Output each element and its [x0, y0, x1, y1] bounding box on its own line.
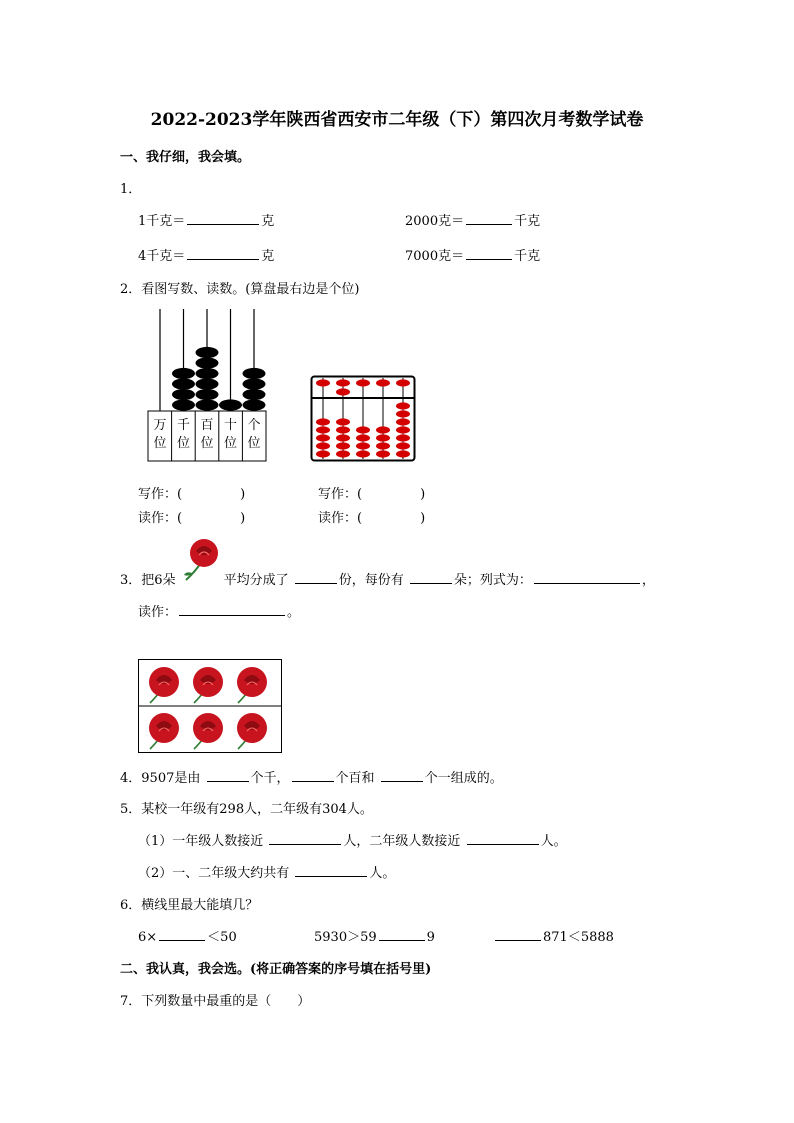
counting-frame-figure: [146, 305, 276, 465]
q1-b-unit: 千克: [514, 214, 541, 229]
section-1-heading: 一、我仔细，我会填。: [120, 150, 251, 165]
q3-count: 6朵: [154, 573, 176, 588]
q3-blank-read[interactable]: [179, 603, 285, 616]
abacus-bead: [316, 426, 330, 433]
abacus-bead: [356, 379, 370, 386]
label-shi-wei: 位: [223, 436, 238, 451]
q6-e1a: 6×: [138, 930, 158, 945]
q1-a-blank[interactable]: [187, 212, 259, 225]
q2-read-left-close: ): [240, 511, 246, 526]
q3-end: 。: [287, 605, 301, 620]
abacus-bead: [376, 434, 390, 441]
q1-number: 1．: [120, 182, 142, 197]
label-ge: 个: [247, 418, 261, 433]
q3-num: 3．把: [120, 573, 155, 588]
counting-bead: [196, 357, 219, 368]
q1-c-text: 4千克＝: [138, 249, 186, 264]
q4-blank-hundreds[interactable]: [292, 769, 334, 782]
q4-line: [120, 767, 503, 786]
counting-bead: [196, 347, 219, 358]
q1-item-a: [138, 210, 274, 229]
label-shi: 十: [223, 418, 238, 433]
q1-d-unit: 千克: [514, 249, 541, 264]
q5-blank-total[interactable]: [295, 864, 367, 877]
q1-a-text: 1千克＝: [138, 214, 186, 229]
q3-t1: 平均分成了: [223, 573, 289, 588]
q1-b-text: 2000克＝: [405, 214, 465, 229]
abacus-bead: [396, 442, 410, 449]
q2-read-right: [318, 507, 425, 526]
q2-write-right-close: ): [420, 487, 426, 502]
q6-expr-1: [138, 926, 237, 945]
q4-t1: 9507是由: [141, 771, 201, 786]
q4-blank-thousands[interactable]: [207, 769, 249, 782]
label-wan: 万: [153, 418, 167, 433]
abacus-bead: [396, 426, 410, 433]
abacus-bead: [316, 434, 330, 441]
q6-blank-1[interactable]: [159, 928, 205, 941]
abacus-bead: [376, 442, 390, 449]
q6-expr-3: [493, 926, 614, 945]
q1-d-blank[interactable]: [466, 247, 512, 260]
abacus-bead: [336, 450, 350, 457]
abacus-bead: [396, 402, 410, 409]
q6-text: 6．横线里最大能填几？: [120, 898, 259, 913]
q5-part2: [138, 862, 395, 881]
abacus-bead: [316, 379, 330, 386]
abacus-bead: [336, 434, 350, 441]
abacus-bead: [396, 450, 410, 457]
q7-text: 7．下列数量中最重的是（ ）: [120, 994, 311, 1009]
q3-read: 读作：: [138, 605, 178, 620]
section-2-heading: 二、我认真，我会选。(将正确答案的序号填在括号里): [120, 962, 432, 977]
abacus-bead: [396, 434, 410, 441]
q1-b-blank[interactable]: [466, 212, 512, 225]
q1-d-text: 7000克＝: [405, 249, 465, 264]
q5-p2a: （2）一、二年级大约共有: [138, 866, 290, 881]
q6-e2a: 5930＞59: [314, 930, 377, 945]
q6-e1b: ＜50: [207, 930, 237, 945]
abacus-bead: [376, 379, 390, 386]
q1-item-c: [138, 245, 274, 264]
abacus-bead: [316, 450, 330, 457]
abacus-bead: [396, 379, 410, 386]
label-ge-wei: 位: [247, 436, 261, 451]
abacus-bead: [316, 418, 330, 425]
q3-t4: ，: [641, 573, 655, 588]
q5-p1a: （1）一年级人数接近: [138, 834, 264, 849]
q3-line2: [138, 601, 300, 620]
label-bai: 百: [200, 418, 214, 433]
counting-bead: [196, 378, 219, 389]
label-qian: 千: [176, 418, 191, 433]
abacus-bead: [356, 450, 370, 457]
q1-a-unit: 克: [261, 214, 275, 229]
abacus-bead: [356, 434, 370, 441]
page-title: 2022-2023学年陕西省西安市二年级（下）第四次月考数学试卷: [150, 110, 644, 130]
abacus-bead: [356, 442, 370, 449]
q2-read-left-label: 读作：(: [138, 511, 183, 526]
q4-t3: 个百和: [335, 771, 375, 786]
q5-part1: [138, 830, 567, 849]
q5-blank-grade2[interactable]: [467, 832, 539, 845]
counting-bead: [243, 389, 266, 400]
q2-write-left-label: 写作：(: [138, 487, 183, 502]
q1-item-b: [405, 210, 540, 229]
q3-t3: 朵；列式为：: [453, 573, 532, 588]
q4-blank-ones[interactable]: [381, 769, 423, 782]
q4-t2: 个千，: [250, 771, 290, 786]
abacus-bead: [396, 410, 410, 417]
q4-num: 4．: [120, 771, 142, 786]
q5-p2b: 人。: [369, 866, 396, 881]
abacus-bead: [356, 426, 370, 433]
abacus-bead: [316, 442, 330, 449]
q2-write-right: [318, 483, 425, 502]
counting-bead: [172, 399, 195, 410]
q1-item-d: [405, 245, 540, 264]
q5-p1b: 人，二年级人数接近: [343, 834, 461, 849]
counting-frame-beads: [172, 347, 266, 411]
abacus-bead: [336, 442, 350, 449]
q6-expr-2: [314, 926, 435, 945]
label-wan-wei: 位: [153, 436, 167, 451]
q5-p1c: 人。: [540, 834, 567, 849]
q3-line1: [120, 569, 655, 588]
abacus-bead: [336, 379, 350, 386]
counting-bead: [243, 399, 266, 410]
counting-bead: [243, 378, 266, 389]
abacus-figure: [310, 375, 420, 465]
q2-text: 2．看图写数、读数。(算盘最右边是个位): [120, 282, 360, 297]
counting-bead: [172, 378, 195, 389]
label-bai-wei: 位: [200, 436, 214, 451]
counting-bead: [172, 389, 195, 400]
abacus-bead: [336, 426, 350, 433]
counting-bead: [196, 399, 219, 410]
q6-e3b: 871＜5888: [543, 930, 614, 945]
q5-blank-grade1[interactable]: [269, 832, 341, 845]
q2-read-right-label: 读作：(: [318, 511, 363, 526]
counting-bead: [196, 368, 219, 379]
q2-read-right-close: ): [420, 511, 426, 526]
counting-bead: [196, 389, 219, 400]
abacus-bead: [396, 418, 410, 425]
counting-bead: [243, 368, 266, 379]
label-qian-wei: 位: [176, 436, 191, 451]
q5-text: 5．某校一年级有298人，二年级有304人。: [120, 802, 373, 817]
counting-bead: [219, 399, 242, 410]
abacus-bead: [336, 388, 350, 395]
q3-t2: 份，每份有: [338, 573, 404, 588]
counting-bead: [172, 368, 195, 379]
q2-write-right-label: 写作：(: [318, 487, 363, 502]
q1-c-unit: 克: [261, 249, 275, 264]
q3-blank-parts[interactable]: [295, 571, 337, 584]
q6-blank-2[interactable]: [379, 928, 425, 941]
q3-blank-each[interactable]: [410, 571, 452, 584]
q2-write-left: [138, 483, 245, 502]
q2-write-left-close: ): [240, 487, 246, 502]
q6-blank-3[interactable]: [495, 928, 541, 941]
q6-e2b: 9: [426, 930, 435, 945]
q2-read-left: [138, 507, 245, 526]
roses-box-figure: [138, 659, 284, 755]
abacus-bead: [376, 450, 390, 457]
q3-blank-formula[interactable]: [534, 571, 640, 584]
abacus-bead: [376, 426, 390, 433]
q1-c-blank[interactable]: [187, 247, 259, 260]
abacus-bead: [336, 418, 350, 425]
q4-t4: 个一组成的。: [424, 771, 503, 786]
